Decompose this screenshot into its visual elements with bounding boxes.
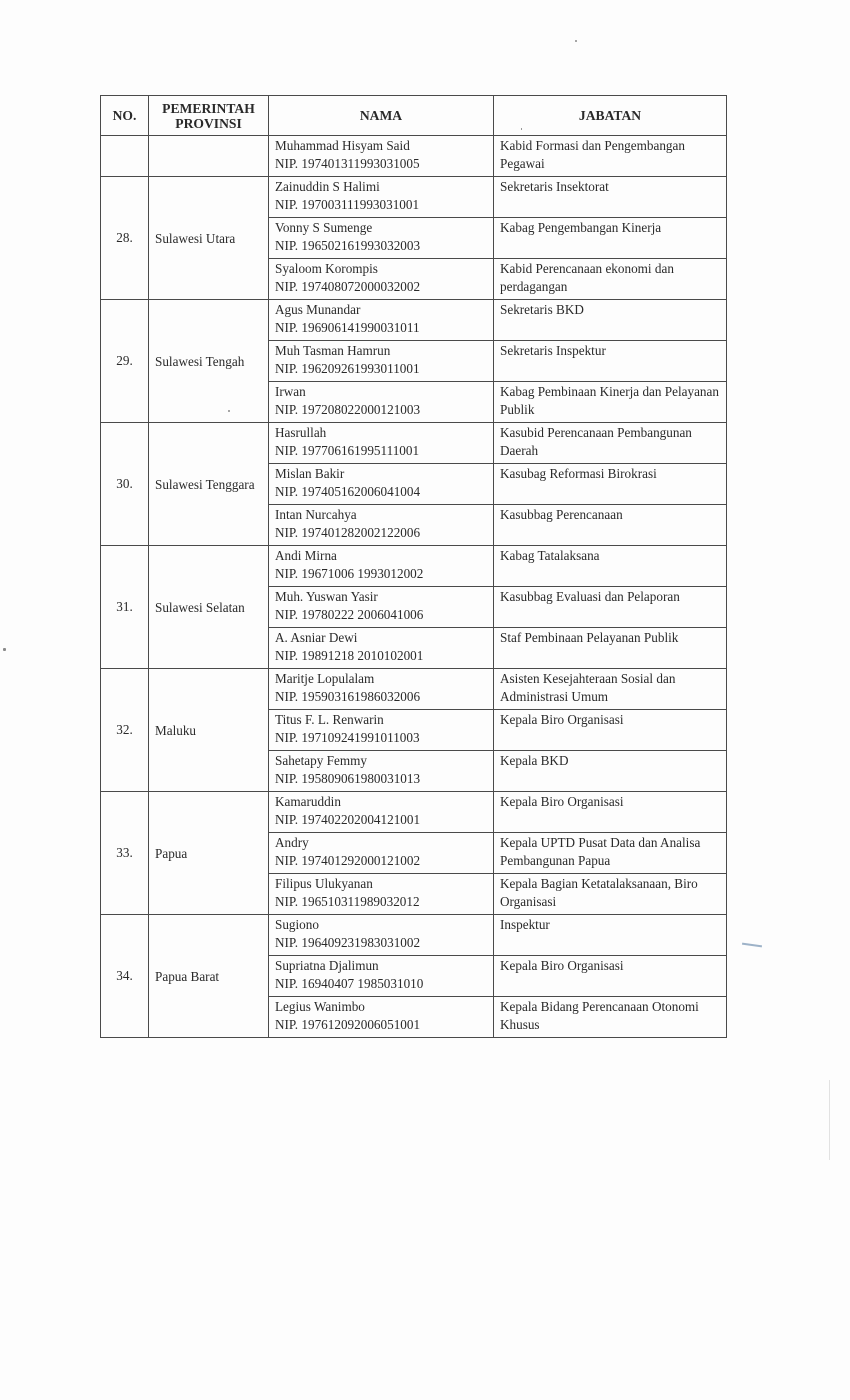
official-name: Sahetapy Femmy bbox=[275, 753, 367, 768]
official-nip: NIP. 197405162006041004 bbox=[275, 484, 421, 499]
province-number bbox=[101, 136, 149, 177]
official-cell bbox=[269, 341, 494, 382]
official-nip: NIP. 19671006 1993012002 bbox=[275, 566, 424, 581]
official-cell bbox=[269, 505, 494, 546]
province-name: Sulawesi Utara bbox=[149, 177, 269, 300]
province-name: Maluku bbox=[149, 669, 269, 792]
official-nip: NIP. 197612092006051001 bbox=[275, 1017, 421, 1032]
official-name: Filipus Ulukyanan bbox=[275, 876, 373, 891]
official-nip: NIP. 196209261993011001 bbox=[275, 361, 420, 376]
official-cell bbox=[269, 751, 494, 792]
official-cell bbox=[269, 628, 494, 669]
official-cell bbox=[269, 792, 494, 833]
official-cell bbox=[269, 259, 494, 300]
official-cell bbox=[269, 177, 494, 218]
official-nip: NIP. 197401292000121002 bbox=[275, 853, 421, 868]
scan-edge bbox=[829, 1080, 830, 1160]
official-nip: NIP. 196502161993032003 bbox=[275, 238, 421, 253]
table-row bbox=[101, 177, 727, 218]
official-name: Muh Tasman Hamrun bbox=[275, 343, 391, 358]
official-nip: NIP. 196510311989032012 bbox=[275, 894, 420, 909]
official-cell bbox=[269, 956, 494, 997]
official-cell bbox=[269, 915, 494, 956]
header-row bbox=[101, 96, 727, 136]
official-position: Kabid Perencanaan ekonomi dan perdagangan bbox=[494, 259, 727, 300]
official-name: Intan Nurcahya bbox=[275, 507, 357, 522]
official-position: Kepala Biro Organisasi bbox=[494, 792, 727, 833]
official-position: Kepala BKD bbox=[494, 751, 727, 792]
official-position: Staf Pembinaan Pelayanan Publik bbox=[494, 628, 727, 669]
official-position: Kabag Pembinaan Kinerja dan Pelayanan Publik bbox=[494, 382, 727, 423]
official-cell bbox=[269, 669, 494, 710]
header-no: NO. bbox=[101, 96, 149, 136]
official-nip: NIP. 195903161986032006 bbox=[275, 689, 421, 704]
province-number: 29. bbox=[101, 300, 149, 423]
official-position: Kabid Formasi dan Pengembangan Pegawai bbox=[494, 136, 727, 177]
table-row bbox=[101, 300, 727, 341]
header-province: PEMERINTAH PROVINSI bbox=[149, 96, 269, 136]
official-nip: NIP. 197706161995111001 bbox=[275, 443, 420, 458]
official-position: Kabag Pengembangan Kinerja bbox=[494, 218, 727, 259]
official-name: Muhammad Hisyam Said bbox=[275, 138, 410, 153]
table-header bbox=[101, 96, 727, 136]
official-name: Muh. Yuswan Yasir bbox=[275, 589, 378, 604]
header-position: JABATAN bbox=[494, 96, 727, 136]
official-position: Kasubbag Perencanaan bbox=[494, 505, 727, 546]
official-cell bbox=[269, 300, 494, 341]
scan-speck bbox=[575, 40, 577, 42]
official-nip: NIP. 196906141990031011 bbox=[275, 320, 420, 335]
official-position: Sekretaris BKD bbox=[494, 300, 727, 341]
official-name: Titus F. L. Renwarin bbox=[275, 712, 384, 727]
province-number: 33. bbox=[101, 792, 149, 915]
header-name: NAMA bbox=[269, 96, 494, 136]
official-name: Irwan bbox=[275, 384, 306, 399]
official-position: Kabag Tatalaksana bbox=[494, 546, 727, 587]
official-position: Kepala Bidang Perencanaan Otonomi Khusus bbox=[494, 997, 727, 1038]
table-row bbox=[101, 423, 727, 464]
official-name: Andi Mirna bbox=[275, 548, 337, 563]
official-nip: NIP. 197109241991011003 bbox=[275, 730, 420, 745]
official-nip: NIP. 195809061980031013 bbox=[275, 771, 421, 786]
province-number: 30. bbox=[101, 423, 149, 546]
official-nip: NIP. 19780222 2006041006 bbox=[275, 607, 424, 622]
official-position: Kepala Bagian Ketatalaksanaan, Biro Organisasi bbox=[494, 874, 727, 915]
official-position: Kasubid Perencanaan Pembangunan Daerah bbox=[494, 423, 727, 464]
province-name: Sulawesi Tenggara bbox=[149, 423, 269, 546]
table-row bbox=[101, 915, 727, 956]
official-name: Hasrullah bbox=[275, 425, 327, 440]
table-row bbox=[101, 669, 727, 710]
official-cell bbox=[269, 833, 494, 874]
official-position: Kepala Biro Organisasi bbox=[494, 710, 727, 751]
official-nip: NIP. 197401311993031005 bbox=[275, 156, 420, 171]
official-name: Syaloom Korompis bbox=[275, 261, 378, 276]
official-name: Agus Munandar bbox=[275, 302, 361, 317]
official-name: Kamaruddin bbox=[275, 794, 341, 809]
official-cell bbox=[269, 382, 494, 423]
province-name bbox=[149, 136, 269, 177]
province-number: 28. bbox=[101, 177, 149, 300]
province-number: 34. bbox=[101, 915, 149, 1038]
scan-mark bbox=[742, 943, 762, 948]
province-name: Sulawesi Tengah bbox=[149, 300, 269, 423]
province-number: 32. bbox=[101, 669, 149, 792]
official-position: Inspektur bbox=[494, 915, 727, 956]
official-position: Kasubag Reformasi Birokrasi bbox=[494, 464, 727, 505]
official-name: Maritje Lopulalam bbox=[275, 671, 375, 686]
scan-speck bbox=[3, 648, 6, 651]
province-name: Papua bbox=[149, 792, 269, 915]
official-name: Supriatna Djalimun bbox=[275, 958, 379, 973]
official-cell bbox=[269, 874, 494, 915]
province-name: Papua Barat bbox=[149, 915, 269, 1038]
official-nip: NIP. 196409231983031002 bbox=[275, 935, 421, 950]
table-row bbox=[101, 792, 727, 833]
official-name: Legius Wanimbo bbox=[275, 999, 365, 1014]
official-roster-table bbox=[100, 95, 727, 1038]
official-position: Sekretaris Insektorat bbox=[494, 177, 727, 218]
official-name: Mislan Bakir bbox=[275, 466, 345, 481]
table-row bbox=[101, 546, 727, 587]
official-position: Sekretaris Inspektur bbox=[494, 341, 727, 382]
official-name: A. Asniar Dewi bbox=[275, 630, 358, 645]
official-cell bbox=[269, 218, 494, 259]
official-name: Sugiono bbox=[275, 917, 319, 932]
province-number: 31. bbox=[101, 546, 149, 669]
official-nip: NIP. 197401282002122006 bbox=[275, 525, 421, 540]
official-nip: NIP. 197003111993031001 bbox=[275, 197, 420, 212]
official-name: Vonny S Sumenge bbox=[275, 220, 373, 235]
official-cell bbox=[269, 587, 494, 628]
table-body bbox=[101, 136, 727, 1038]
official-cell bbox=[269, 997, 494, 1038]
official-position: Asisten Kesejahteraan Sosial dan Administrasi Umum bbox=[494, 669, 727, 710]
official-nip: NIP. 197208022000121003 bbox=[275, 402, 421, 417]
official-cell bbox=[269, 710, 494, 751]
table-row bbox=[101, 136, 727, 177]
official-nip: NIP. 197402202004121001 bbox=[275, 812, 421, 827]
province-name: Sulawesi Selatan bbox=[149, 546, 269, 669]
official-cell bbox=[269, 423, 494, 464]
official-position: Kepala Biro Organisasi bbox=[494, 956, 727, 997]
official-nip: NIP. 19891218 2010102001 bbox=[275, 648, 424, 663]
official-name: Andry bbox=[275, 835, 309, 850]
official-nip: NIP. 16940407 1985031010 bbox=[275, 976, 424, 991]
official-position: Kepala UPTD Pusat Data dan Analisa Pembangunan Papua bbox=[494, 833, 727, 874]
official-cell bbox=[269, 136, 494, 177]
official-cell bbox=[269, 464, 494, 505]
official-position: Kasubbag Evaluasi dan Pelaporan bbox=[494, 587, 727, 628]
official-name: Zainuddin S Halimi bbox=[275, 179, 380, 194]
official-cell bbox=[269, 546, 494, 587]
official-nip: NIP. 197408072000032002 bbox=[275, 279, 421, 294]
